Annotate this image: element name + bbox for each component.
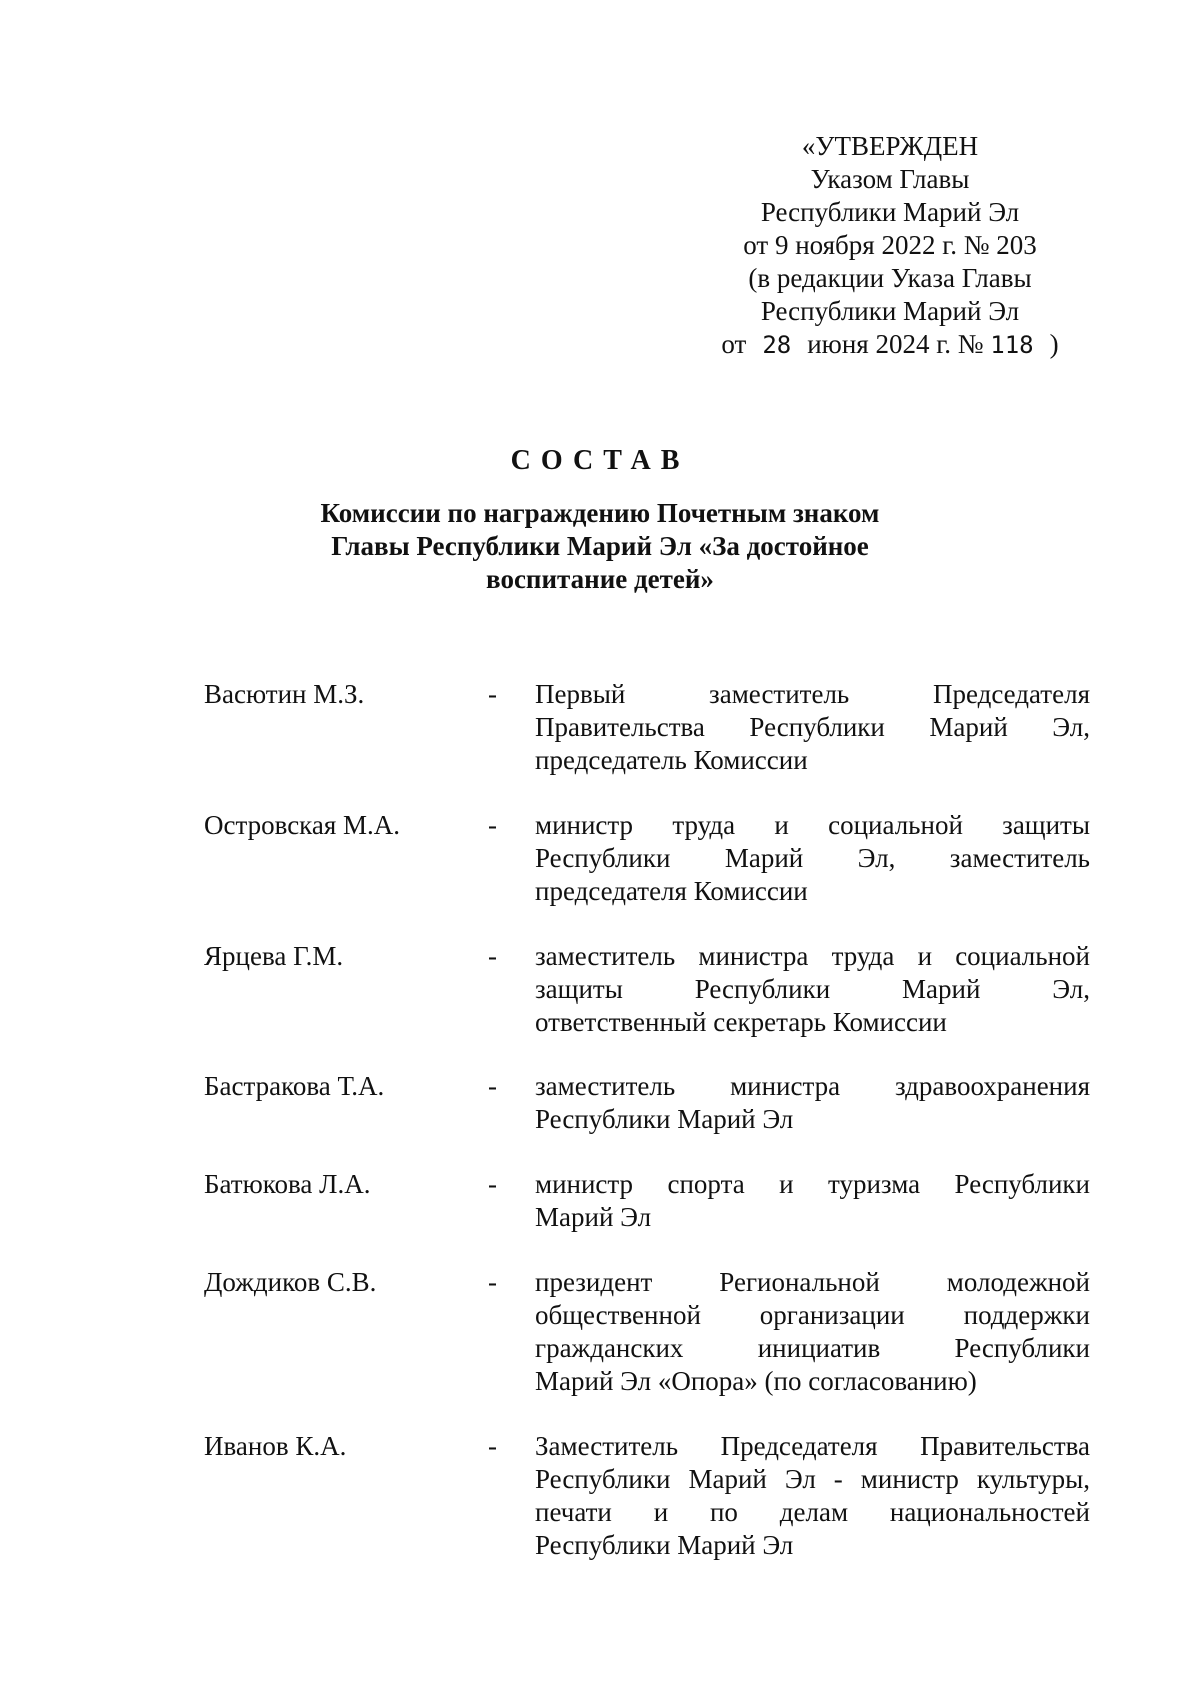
approval-decree-number: 118 (990, 331, 1034, 359)
member-role (535, 1168, 1090, 1234)
member-dash: - (488, 810, 497, 840)
member-role-line: общественной организации поддержки (535, 1300, 1090, 1330)
member-role-line: Марий Эл (535, 1202, 652, 1232)
member-role (535, 678, 1090, 777)
member-role-line: печати и по делам национальностей (535, 1497, 1090, 1527)
member-role-line: министр спорта и туризма Республики (535, 1169, 1090, 1199)
member-role-line: гражданских инициатив Республики (535, 1333, 1090, 1363)
member-name: Дождиков С.В. (204, 1267, 377, 1297)
member-role (535, 1430, 1090, 1562)
member-name: Васютин М.З. (204, 679, 365, 709)
member-role (535, 940, 1090, 1039)
approval-date-suffix: ) (1049, 329, 1059, 359)
approval-line-3: Республики Марий Эл (760, 197, 1020, 227)
member-role (535, 809, 1090, 908)
member-role-line: Республики Марий Эл, заместитель (535, 843, 1090, 873)
approval-line-4: от 9 ноября 2022 г. № 203 (743, 230, 1037, 260)
member-role-line: ответственный секретарь Комиссии (535, 1007, 947, 1037)
member-role-line: заместитель министра здравоохранения (535, 1071, 1090, 1101)
member-dash: - (488, 1071, 497, 1101)
member-role-line: Правительства Республики Марий Эл, (535, 712, 1090, 742)
member-dash: - (488, 941, 497, 971)
member-role-line: председателя Комиссии (535, 876, 808, 906)
member-role-line: защиты Республики Марий Эл, (535, 974, 1090, 1004)
member-name: Батюкова Л.А. (204, 1169, 371, 1199)
approval-line-5: (в редакции Указа Главы (748, 263, 1032, 293)
approval-line-6: Республики Марий Эл (760, 296, 1020, 326)
member-role-line: Республики Марий Эл (535, 1530, 794, 1560)
approval-date-middle: июня 2024 г. № (807, 329, 984, 359)
approval-line-1: «УТВЕРЖДЕН (801, 131, 979, 161)
member-role-line: председатель Комиссии (535, 745, 808, 775)
approval-date-day: 28 (762, 331, 792, 359)
member-role-line: Первый заместитель Председателя (535, 679, 1090, 709)
member-role (535, 1266, 1090, 1398)
approval-date-prefix: от (721, 329, 747, 359)
member-name: Бастракова Т.А. (204, 1071, 385, 1101)
member-role-line: Республики Марий Эл - министр культуры, (535, 1464, 1090, 1494)
approval-line-2: Указом Главы (810, 164, 970, 194)
member-dash: - (488, 1431, 497, 1461)
member-dash: - (488, 1267, 497, 1297)
member-role-line: Республики Марий Эл (535, 1104, 794, 1134)
member-dash: - (488, 679, 497, 709)
member-dash: - (488, 1169, 497, 1199)
subtitle-line-1: Комиссии по награждению Почетным знаком (320, 498, 880, 528)
member-name: Островская М.А. (204, 810, 401, 840)
member-role-line: министр труда и социальной защиты (535, 810, 1090, 840)
member-name: Ярцева Г.М. (204, 941, 344, 971)
member-role-line: Марий Эл «Опора» (по согласованию) (535, 1366, 977, 1396)
subtitle-line-3: воспитание детей» (486, 564, 714, 594)
member-role-line: Заместитель Председателя Правительства (535, 1431, 1090, 1461)
member-role-line: заместитель министра труда и социальной (535, 941, 1090, 971)
subtitle-line-2: Главы Республики Марий Эл «За достойное (331, 531, 869, 561)
member-role (535, 1070, 1090, 1136)
document-title: СОСТАВ (510, 445, 690, 476)
member-role-line: президент Региональной молодежной (535, 1267, 1090, 1297)
member-name: Иванов К.А. (204, 1431, 347, 1461)
